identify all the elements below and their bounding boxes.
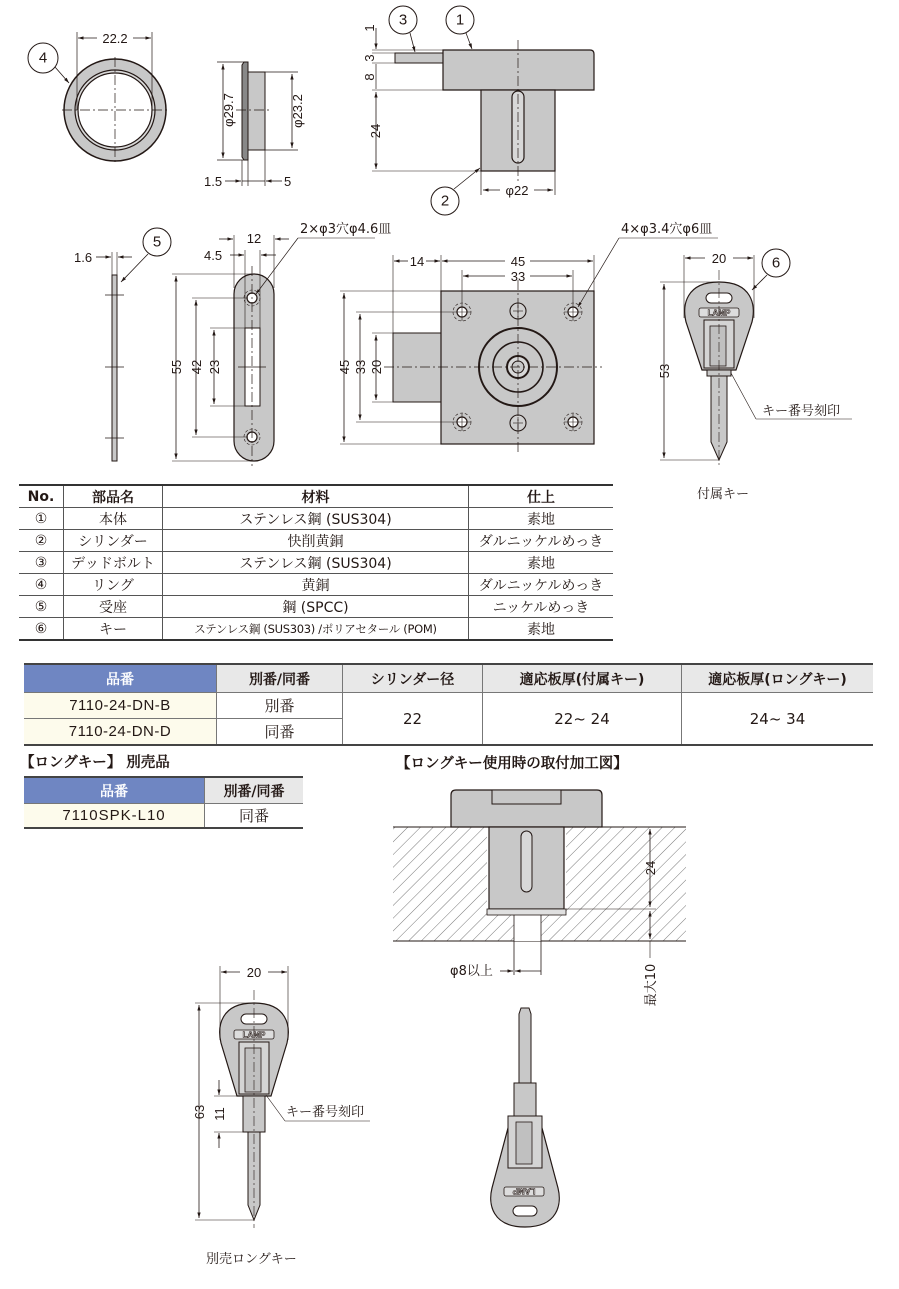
front-height-20-dim: 20	[369, 359, 384, 375]
col-part-number: 品番	[24, 777, 205, 804]
table-row	[24, 804, 303, 829]
strike-edge-view	[74, 228, 171, 461]
dim-1: 1	[362, 24, 377, 32]
col-thickness-std: 適応板厚(付属キー)	[483, 664, 682, 693]
long-key-mount-section	[393, 790, 686, 1006]
key-type: 同番	[205, 804, 304, 829]
long-key-caption: 別売ロングキー	[206, 1252, 297, 1267]
part-finish: ニッケルめっき	[469, 596, 614, 618]
supplied-key-caption: 付属キー	[697, 487, 750, 502]
thickness-std: 22~ 24	[483, 693, 682, 746]
ring-front-view	[28, 31, 168, 163]
part-material: 黄銅	[163, 574, 469, 596]
long-key-heading: 【ロングキー】 別売品	[20, 755, 170, 771]
part-name: キー	[64, 618, 163, 641]
ring-side-view	[204, 62, 305, 189]
thickness-long: 24~ 34	[682, 693, 874, 746]
parts-table	[19, 484, 613, 641]
part-finish: 素地	[469, 552, 614, 574]
part-no: ⑤	[19, 596, 64, 618]
col-no: No.	[19, 485, 64, 508]
long-key-table-header	[24, 777, 303, 804]
ring-flange-dia-dim: φ29.7	[221, 93, 236, 127]
balloon-1: 1	[455, 11, 465, 29]
strike-height-42-dim: 42	[189, 359, 204, 375]
inverted-key-brand-mark: LAMP	[512, 1186, 536, 1196]
table-row	[24, 693, 873, 719]
col-material: 材料	[163, 485, 469, 508]
supplied-key	[657, 249, 852, 468]
part-no: ①	[19, 508, 64, 530]
cylinder-dia: 22	[343, 693, 483, 746]
long-key-shank-dim: 11	[212, 1107, 227, 1121]
part-number: 7110-24-DN-B	[24, 693, 217, 719]
long-key-inverted	[491, 1008, 560, 1227]
part-no: ②	[19, 530, 64, 552]
table-row	[19, 596, 613, 618]
mount-max-dim: 最大10	[644, 963, 659, 1007]
strike-height-23-dim: 23	[207, 359, 222, 375]
strike-offset-dim: 4.5	[204, 248, 223, 263]
table-row	[19, 574, 613, 596]
strike-front-view	[169, 222, 391, 466]
balloon-6: 6	[771, 254, 781, 272]
long-key-drawing	[192, 965, 370, 1228]
front-height-33-dim: 33	[353, 359, 368, 375]
strike-width-dim: 12	[246, 231, 262, 246]
ring-width-dim: 22.2	[102, 31, 128, 46]
dim-24: 24	[368, 123, 383, 139]
parts-table-header	[19, 485, 613, 508]
spec-table	[24, 663, 873, 746]
long-key-length-dim: 63	[192, 1104, 207, 1120]
strike-thickness-dim: 1.6	[74, 250, 93, 265]
mount-section-heading: 【ロングキー使用時の取付加工図】	[396, 756, 628, 772]
part-material: 快削黄銅	[163, 530, 469, 552]
part-name: シリンダー	[64, 530, 163, 552]
ring-body-dia-dim: φ23.2	[290, 94, 305, 128]
key-type: 別番	[217, 693, 343, 719]
lock-front-view	[337, 222, 718, 452]
dim-3: 3	[362, 54, 377, 62]
table-row	[19, 618, 613, 641]
table-row	[19, 508, 613, 530]
dim-8: 8	[362, 73, 377, 81]
balloon-4: 4	[38, 49, 48, 67]
front-width-33-dim: 33	[510, 269, 526, 284]
part-name: デッドボルト	[64, 552, 163, 574]
col-part-number: 品番	[24, 664, 217, 693]
front-width-14-dim: 14	[409, 254, 425, 269]
part-no: ③	[19, 552, 64, 574]
lock-side-view	[362, 6, 594, 215]
part-no: ⑥	[19, 618, 64, 641]
part-no: ④	[19, 574, 64, 596]
ring-length-dim: 5	[284, 174, 292, 189]
part-name: リング	[64, 574, 163, 596]
mount-hole-dim: φ8以上	[450, 964, 493, 979]
front-width-45-dim: 45	[510, 254, 526, 269]
part-number: 7110-24-DN-D	[24, 719, 217, 746]
col-cylinder: シリンダー径	[343, 664, 483, 693]
mount-depth-dim: 24	[643, 860, 658, 876]
part-finish: 素地	[469, 508, 614, 530]
col-finish: 仕上	[469, 485, 614, 508]
part-finish: ダルニッケルめっき	[469, 574, 614, 596]
strike-height-55-dim: 55	[169, 359, 184, 375]
col-thickness-long: 適応板厚(ロングキー)	[682, 664, 874, 693]
part-material: ステンレス鋼 (SUS303) /ポリアセタール (POM)	[163, 618, 469, 641]
spec-table-header	[24, 664, 873, 693]
key-engrave-label: キー番号刻印	[762, 404, 841, 419]
key-brand-mark: LAMP	[707, 308, 731, 318]
front-height-45-dim: 45	[337, 359, 352, 375]
balloon-5: 5	[152, 233, 162, 251]
part-number: 7110SPK-L10	[24, 804, 205, 829]
long-key-width-dim: 20	[246, 965, 262, 980]
ring-flange-thickness-dim: 1.5	[204, 174, 223, 189]
col-key-type: 別番/同番	[217, 664, 343, 693]
front-hole-note: 4×φ3.4穴φ6皿	[621, 222, 713, 237]
balloon-2: 2	[440, 192, 450, 210]
key-length-dim: 53	[657, 363, 672, 379]
col-part-name: 部品名	[64, 485, 163, 508]
key-type: 同番	[217, 719, 343, 746]
strike-hole-note: 2×φ3穴φ4.6皿	[300, 222, 392, 237]
part-material: ステンレス鋼 (SUS304)	[163, 552, 469, 574]
long-key-brand-mark: LAMP	[242, 1030, 266, 1040]
table-row	[19, 552, 613, 574]
part-finish: 素地	[469, 618, 614, 641]
part-name: 受座	[64, 596, 163, 618]
key-width-dim: 20	[711, 251, 727, 266]
balloon-3: 3	[398, 11, 408, 29]
table-row	[19, 530, 613, 552]
part-material: 鋼 (SPCC)	[163, 596, 469, 618]
cylinder-dia-dim: φ22	[505, 183, 529, 198]
col-key-type: 別番/同番	[205, 777, 304, 804]
part-material: ステンレス鋼 (SUS304)	[163, 508, 469, 530]
long-key-table	[24, 776, 303, 829]
part-finish: ダルニッケルめっき	[469, 530, 614, 552]
long-key-engrave-label: キー番号刻印	[286, 1105, 365, 1120]
part-name: 本体	[64, 508, 163, 530]
